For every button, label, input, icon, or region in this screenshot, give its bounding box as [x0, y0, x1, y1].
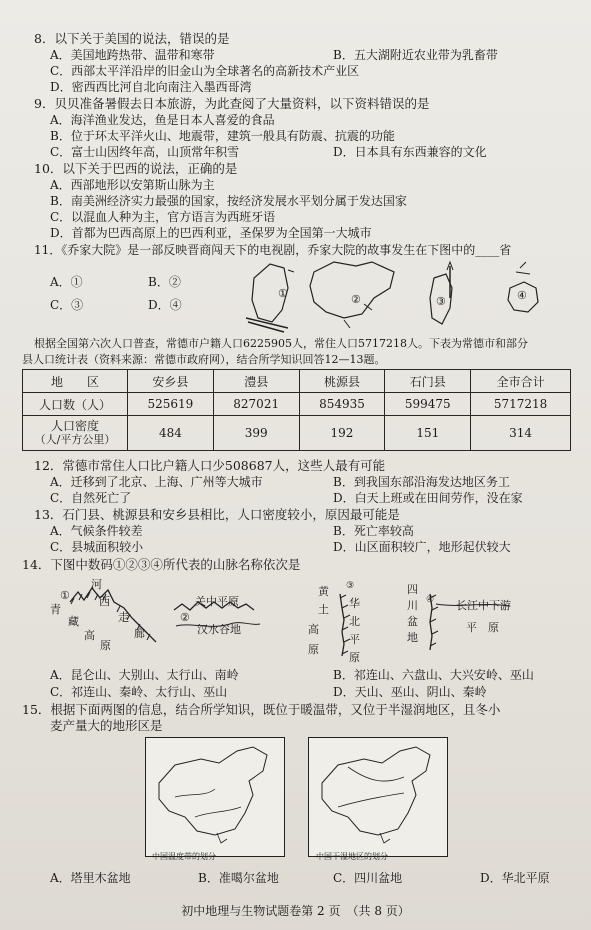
question-10-stem: 10．以下关于巴西的说法，正确的是: [34, 161, 238, 176]
q15-option-c: C．四川盆地: [333, 871, 403, 885]
q14-option-b: B．祁连山、六盘山、大兴安岭、巫山: [333, 668, 534, 682]
mtn4-number: ④: [426, 595, 435, 605]
q12-option-b: B．到我国东部沿海发达地区务工: [333, 475, 510, 489]
question-15-stem-line1: 15．根据下面两图的信息，结合所学知识，既位于暖温带，又位于半湿润地区，且冬小: [22, 702, 501, 717]
map1-caption: 中国温度带的划分: [152, 852, 216, 861]
q13-option-b: B．死亡率较高: [333, 524, 414, 538]
q9-option-b: B．位于环太平洋火山、地震带，建筑一般具有防震、抗震的功能: [50, 129, 395, 143]
q11-option-c: C．③: [50, 298, 84, 312]
mtn2-label: 汉水谷地: [197, 623, 241, 636]
table-cell: 827021: [213, 393, 299, 416]
q9-option-d: D．日本具有东西兼容的文化: [333, 145, 487, 159]
q10-option-b: B．南美洲经济实力最强的国家，按经济发展水平划分属于发达国家: [50, 194, 407, 208]
q8-option-a: A．美国地跨热带、温带和寒带: [50, 48, 215, 62]
question-9-stem: 9．贝贝准备暑假去日本旅游，为此查阅了大量资料，以下资料错误的是: [34, 96, 430, 111]
table-cell: 5717218: [471, 393, 571, 416]
table-intro-line1: 根据全国第六次人口普查，常德市户籍人口6225905人，常住人口5717218人。下表为常德市和部分: [34, 337, 528, 350]
question-13-stem: 13．石门县、桃源县和安乡县相比，人口密度较小，原因最可能是: [34, 507, 400, 522]
q14-option-c: C．祁连山、秦岭、太行山、巫山: [50, 685, 228, 699]
q12-option-d: D．白天上班或在田间劳作，没在家: [333, 491, 523, 505]
table-cell: 854935: [299, 393, 385, 416]
mtn1-label: 高: [84, 629, 95, 642]
mtn2-number: ②: [180, 611, 190, 624]
mtn4-label: 平 原: [466, 621, 499, 634]
q10-option-a: A．西部地形以安第斯山脉为主: [50, 178, 215, 192]
q13-option-c: C．县城面积较小: [50, 540, 144, 554]
question-8-stem: 8．以下关于美国的说法，错误的是: [34, 31, 230, 46]
header-cell: 石门县: [385, 370, 471, 393]
q11-option-b: B．②: [148, 275, 181, 289]
q14-option-d: D．天山、巫山、阴山、秦岭: [333, 685, 487, 699]
row-label-line2: （人/平方公里）: [34, 433, 116, 446]
mtn3-label: 黄: [318, 585, 329, 598]
q8-option-d: D．密西西比河自北向南注入墨西哥湾: [50, 80, 252, 94]
mtn4-label: 长江中下游: [456, 599, 511, 612]
q12-option-c: C．自然死亡了: [50, 491, 132, 505]
mtn1-label: 藏: [68, 615, 79, 628]
q13-option-d: D．山区面积较广，地形起伏较大: [333, 540, 511, 554]
mtn1-label: 河: [91, 578, 102, 591]
map2-caption: 中国干湿地区的划分: [316, 852, 388, 861]
table-row: [23, 393, 571, 416]
mtn3-number: ③: [346, 581, 355, 591]
header-cell: 安乡县: [128, 370, 214, 393]
header-cell: 桃源县: [299, 370, 385, 393]
table-cell: 484: [128, 416, 214, 451]
page-footer: 初中地理与生物试题卷第 2 页 （共 8 页）: [181, 904, 410, 918]
header-cell: 澧县: [213, 370, 299, 393]
map-mark-1: ①: [278, 287, 288, 300]
mtn3-label: 华: [349, 597, 360, 610]
china-temperature-zone-map: [145, 737, 285, 857]
table-cell: 192: [299, 416, 385, 451]
mtn3-label: 北: [349, 615, 360, 628]
q10-option-c: C．以混血人种为主，官方语言为西班牙语: [50, 210, 276, 224]
population-table: [22, 369, 571, 451]
question-12-stem: 12．常德市常住人口比户籍人口少508687人，这些人最有可能: [34, 458, 386, 473]
province-outline-maps: [244, 258, 584, 334]
q11-option-d: D．④: [148, 298, 182, 312]
row-label: [23, 416, 128, 451]
q15-option-a: A．塔里木盆地: [50, 871, 131, 885]
mtn4-label: 川: [407, 599, 418, 612]
map-mark-4: ④: [517, 289, 527, 302]
q9-option-a: A．海洋渔业发达，鱼是日本人喜爱的食品: [50, 113, 275, 127]
q13-option-a: A．气候条件较差: [50, 524, 143, 538]
q10-option-d: D．首都为巴西高原上的巴西利亚，圣保罗为全国第一大城市: [50, 226, 372, 240]
mtn4-label: 四: [407, 583, 418, 596]
mtn3-label: 平: [349, 633, 360, 646]
q8-option-b: B．五大湖附近农业带为乳畜带: [333, 48, 498, 62]
table-row: [23, 416, 571, 451]
mtn4-label: 地: [407, 631, 418, 644]
q15-option-b: B．准噶尔盆地: [198, 871, 279, 885]
table-cell: 151: [385, 416, 471, 451]
map-mark-3: ③: [436, 295, 446, 308]
table-cell: 525619: [128, 393, 214, 416]
mtn4-label: 盆: [407, 615, 418, 628]
q9-option-c: C．富士山因终年高，山顶常年积雪: [50, 145, 240, 159]
q15-option-d: D．华北平原: [480, 871, 550, 885]
q11-option-a: A．①: [50, 275, 83, 289]
table-cell: 599475: [385, 393, 471, 416]
mtn1-number: ①: [60, 589, 70, 602]
question-14-stem: 14．下图中数码①②③④所代表的山脉名称依次是: [22, 557, 301, 572]
row-label: 人口数（人）: [23, 393, 128, 416]
q12-option-a: A．迁移到了北京、上海、广州等大城市: [50, 475, 263, 489]
q14-option-a: A．昆仑山、大别山、太行山、南岭: [50, 668, 239, 682]
mtn1-label: 西: [99, 595, 110, 608]
mtn3-label: 原: [308, 643, 319, 656]
table-cell: 314: [471, 416, 571, 451]
table-header-row: [23, 370, 571, 393]
mtn3-label: 高: [308, 623, 319, 636]
mtn1-label: 原: [100, 639, 111, 652]
row-label-line1: 人口密度: [50, 419, 99, 433]
table-intro-line2: 县人口统计表（资料来源：常德市政府网），结合所学知识回答12—13题。: [22, 353, 386, 366]
table-cell: 399: [213, 416, 299, 451]
question-15-stem-line2: 麦产量大的地形区是: [50, 718, 163, 733]
mtn1-label: 青: [50, 603, 61, 616]
mtn1-label: 廊: [134, 627, 145, 640]
mtn3-label: 土: [318, 603, 329, 616]
china-dry-wet-map: [308, 737, 448, 857]
mtn2-label: 关中平原: [195, 595, 239, 608]
mtn1-label: 走: [118, 611, 129, 624]
mtn3-label: 原: [349, 651, 360, 664]
question-11-stem: 11．《乔家大院》是一部反映晋商闯天下的电视剧，乔家大院的故事发生在下图中的____省: [34, 243, 512, 257]
header-cell: 地 区: [23, 370, 128, 393]
map-mark-2: ②: [351, 293, 361, 306]
header-cell: 全市合计: [471, 370, 571, 393]
q8-option-c: C．西部太平洋沿岸的旧金山为全球著名的高新技术产业区: [50, 64, 360, 78]
